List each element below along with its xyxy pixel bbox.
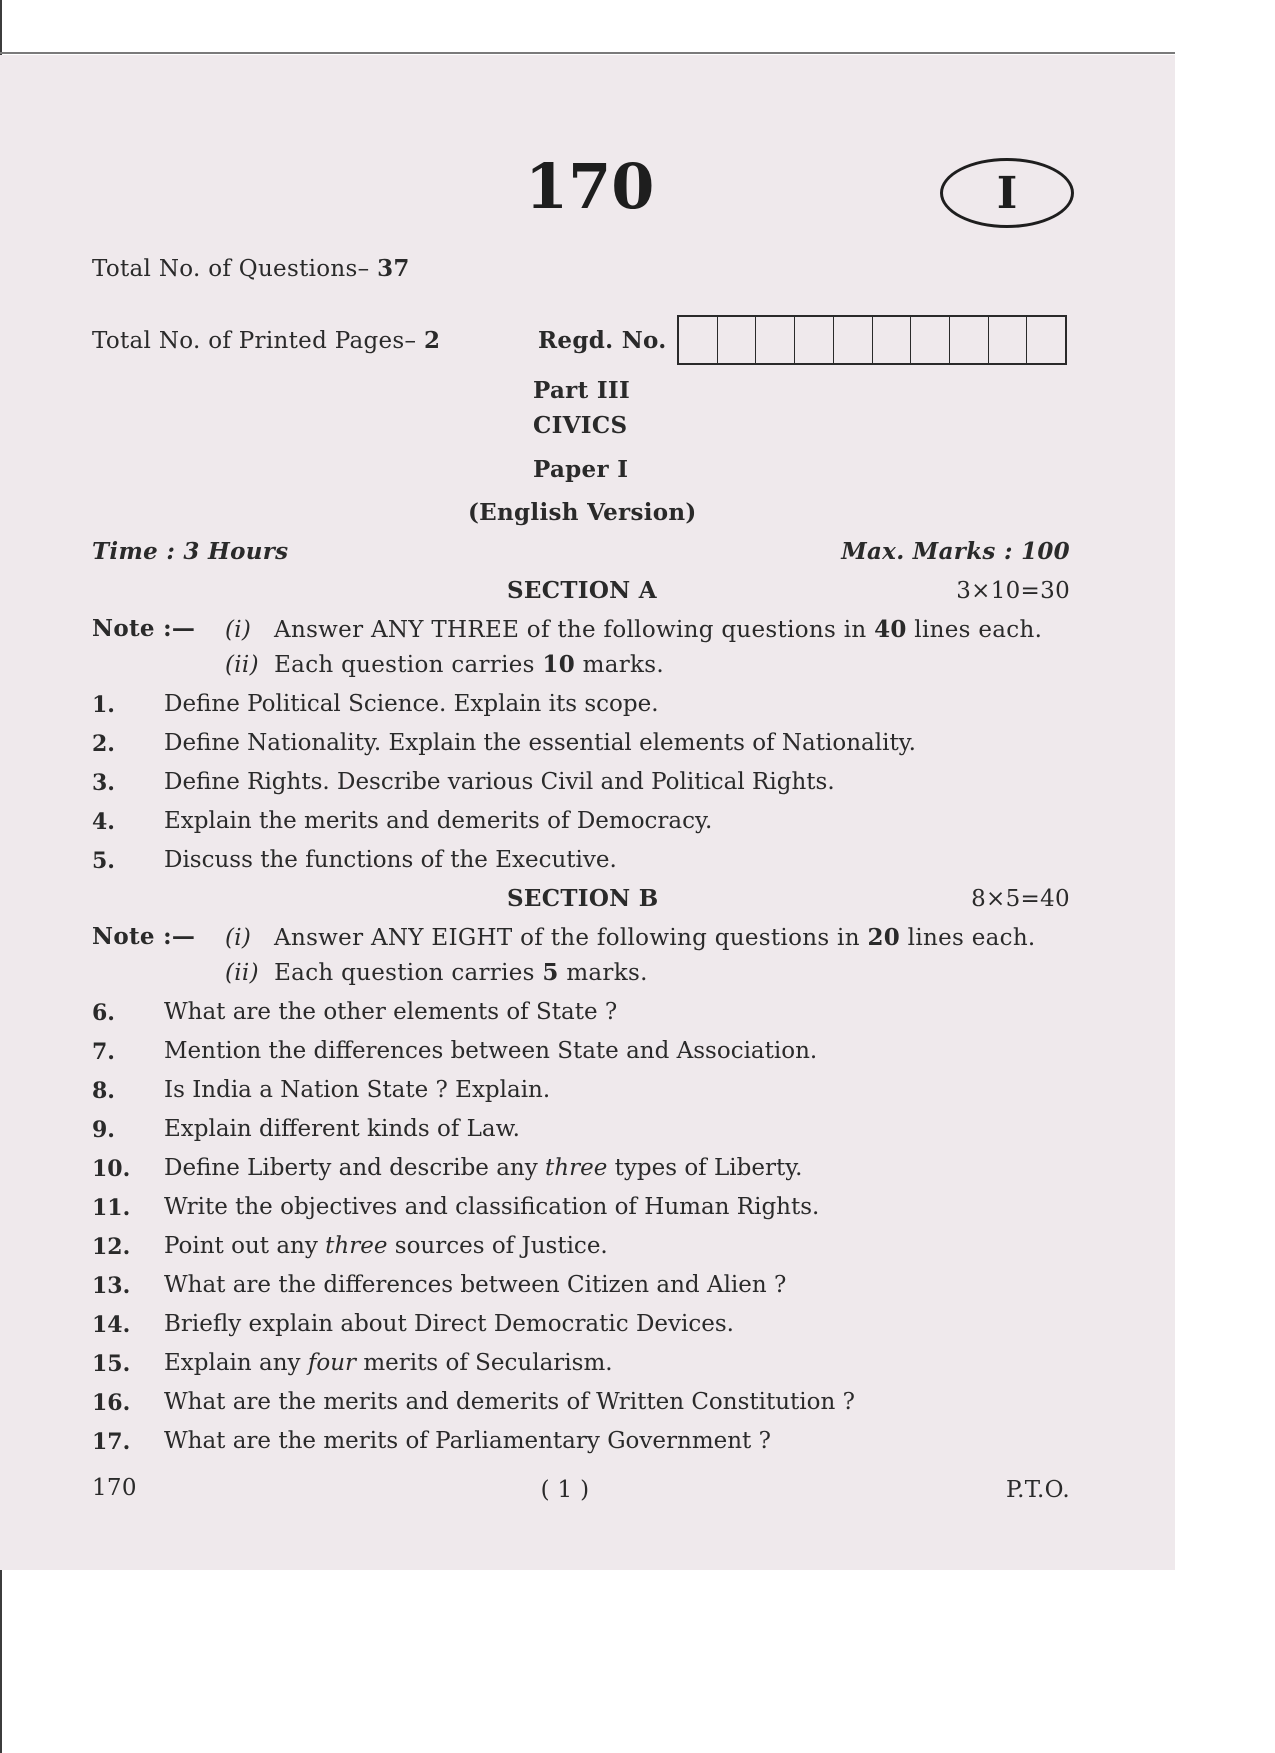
question-text: Is India a Nation State ? Explain. — [164, 1077, 551, 1103]
note-text: Each question carries — [274, 960, 543, 986]
question-number: 12. — [92, 1234, 131, 1260]
total-questions-label: Total No. of Questions– — [92, 256, 370, 282]
regd-number-boxes[interactable] — [677, 315, 1067, 365]
time-allowed: Time : 3 Hours — [92, 538, 289, 565]
part-title: Part III — [533, 377, 631, 404]
section-b-title: SECTION B — [507, 885, 659, 912]
total-questions — [92, 255, 410, 282]
scan-edge-top — [0, 52, 1175, 54]
question-text: Mention the differences between State and Association. — [164, 1038, 818, 1064]
note-text: marks. — [575, 652, 664, 678]
question-number: 10. — [92, 1156, 131, 1182]
question-number: 16. — [92, 1390, 131, 1416]
regd-cell[interactable] — [718, 317, 757, 363]
regd-cell[interactable] — [834, 317, 873, 363]
note-numeral: (i) — [225, 925, 252, 951]
question-number: 15. — [92, 1351, 131, 1377]
total-pages-value: 2 — [423, 327, 441, 354]
note-text: lines each. — [906, 617, 1043, 643]
question-text-part: Point out any — [164, 1233, 326, 1259]
total-pages — [92, 327, 440, 354]
question-text: What are the differences between Citizen and Alien ? — [164, 1272, 787, 1298]
question-emphasis: three — [545, 1155, 608, 1181]
note-numeral: (i) — [225, 617, 252, 643]
footer-paper-code: 170 — [92, 1475, 137, 1501]
note-text: lines each. — [900, 925, 1036, 951]
question-number: 11. — [92, 1195, 131, 1221]
question-number: 8. — [92, 1078, 115, 1104]
question-text: Briefly explain about Direct Democratic Devices. — [164, 1311, 734, 1337]
question-text: Define Nationality. Explain the essential elements of Nationality. — [164, 730, 916, 756]
regd-cell[interactable] — [873, 317, 912, 363]
question-text: Explain the merits and demerits of Democracy. — [164, 808, 713, 834]
note-lines: 40 — [874, 616, 907, 643]
note-numeral: (ii) — [225, 960, 259, 986]
question-text — [164, 1350, 613, 1376]
section-a-note-ii — [225, 651, 664, 678]
section-b-note-i — [225, 924, 1036, 951]
question-emphasis: three — [325, 1233, 388, 1259]
total-pages-label: Total No. of Printed Pages– — [92, 328, 417, 354]
footer-pto: P.T.O. — [1005, 1477, 1070, 1503]
question-text: Write the objectives and classification of Human Rights. — [164, 1194, 820, 1220]
regd-cell[interactable] — [795, 317, 834, 363]
question-text: Define Political Science. Explain its scope. — [164, 691, 659, 717]
section-a-title: SECTION A — [507, 577, 657, 604]
regd-cell[interactable] — [1027, 317, 1065, 363]
section-b-note-label: Note :— — [92, 923, 196, 950]
section-a-note-label: Note :— — [92, 615, 196, 642]
question-number: 14. — [92, 1312, 131, 1338]
question-emphasis: four — [307, 1350, 357, 1376]
note-numeral: (ii) — [225, 652, 259, 678]
question-number: 13. — [92, 1273, 131, 1299]
section-a-marks: 3×10=30 — [956, 578, 1070, 604]
question-text: What are the other elements of State ? — [164, 999, 618, 1025]
note-marks: 5 — [542, 959, 559, 986]
regd-cell[interactable] — [950, 317, 989, 363]
question-text: Discuss the functions of the Executive. — [164, 847, 617, 873]
set-oval — [940, 158, 1074, 228]
question-text: What are the merits of Parliamentary Government ? — [164, 1428, 771, 1454]
set-letter: I — [996, 167, 1018, 219]
question-number: 7. — [92, 1039, 115, 1065]
note-marks: 10 — [542, 651, 575, 678]
question-text-part: merits of Secularism. — [356, 1350, 613, 1376]
question-number: 2. — [92, 731, 115, 757]
question-text-part: Define Liberty and describe any — [164, 1155, 546, 1181]
total-questions-value: 37 — [377, 255, 410, 282]
paper-code: 170 — [525, 150, 655, 223]
question-number: 3. — [92, 770, 115, 796]
regd-cell[interactable] — [911, 317, 950, 363]
subject-title: CIVICS — [533, 412, 628, 439]
section-b-note-ii — [225, 959, 648, 986]
question-number: 5. — [92, 848, 115, 874]
question-number: 4. — [92, 809, 115, 835]
note-text: marks. — [558, 960, 648, 986]
regd-cell[interactable] — [756, 317, 795, 363]
question-text-part: Explain any — [164, 1350, 308, 1376]
question-text — [164, 1233, 608, 1259]
question-text: Define Rights. Describe various Civil and Political Rights. — [164, 769, 835, 795]
paper-title: Paper I — [533, 456, 629, 483]
section-b-marks: 8×5=40 — [971, 886, 1070, 912]
footer-page-number: ( 1 ) — [540, 1477, 590, 1503]
section-a-note-i — [225, 616, 1042, 643]
version-title: (English Version) — [468, 499, 697, 526]
question-number: 9. — [92, 1117, 115, 1143]
note-text: Answer ANY EIGHT of the following questions in — [274, 925, 868, 951]
question-text — [164, 1155, 802, 1181]
question-text-part: types of Liberty. — [607, 1155, 803, 1181]
question-text: What are the merits and demerits of Written Constitution ? — [164, 1389, 855, 1415]
regd-label: Regd. No. — [538, 327, 667, 354]
note-text: Each question carries — [274, 652, 543, 678]
note-lines: 20 — [867, 924, 901, 951]
max-marks: Max. Marks : 100 — [841, 538, 1070, 565]
question-number: 6. — [92, 1000, 115, 1026]
question-number: 17. — [92, 1429, 131, 1455]
question-number: 1. — [92, 692, 115, 718]
question-text: Explain different kinds of Law. — [164, 1116, 520, 1142]
regd-cell[interactable] — [679, 317, 718, 363]
note-text: Answer ANY THREE of the following questions in — [274, 617, 875, 643]
question-text-part: sources of Justice. — [387, 1233, 608, 1259]
regd-cell[interactable] — [989, 317, 1028, 363]
